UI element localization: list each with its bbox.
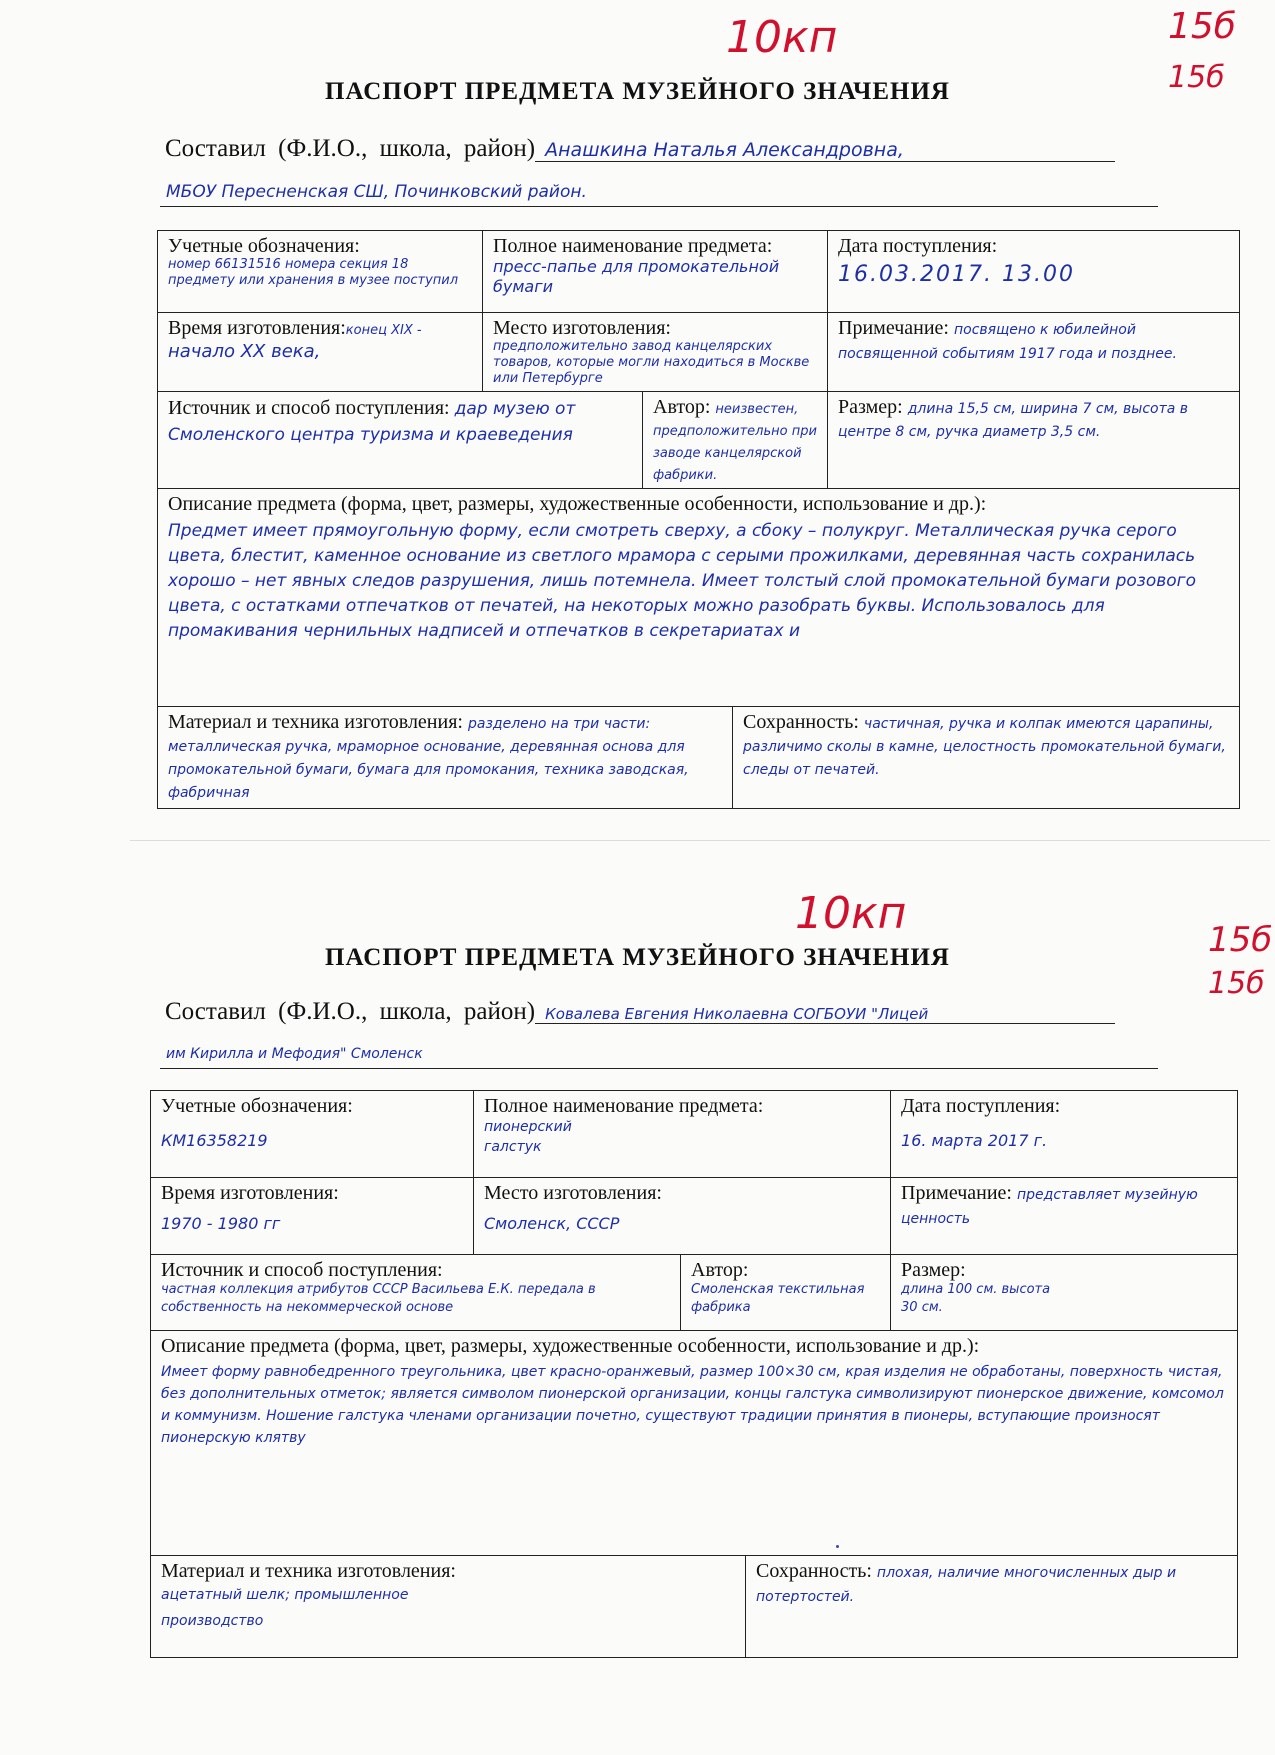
size-value: длина 100 см. высота 30 см. bbox=[901, 1282, 1051, 1315]
time-value-a: конец XIX - bbox=[345, 323, 422, 338]
source-cell bbox=[158, 392, 643, 489]
date-value: 16.03.2017. 13.00 bbox=[838, 262, 1075, 287]
note-label: Примечание: bbox=[901, 1182, 1012, 1204]
mark-top: 10кп bbox=[795, 888, 907, 939]
material-value: разделено на три части: металлическая ручка, мраморное основание, деревянная основа для промокательной бумаги, бумага для промокания, техника заводская, фабричная bbox=[168, 716, 689, 801]
item-name-label: Полное наименование предмета: bbox=[493, 235, 773, 257]
size-label: Размер: bbox=[901, 1259, 966, 1281]
preservation-value: частичная, ручка и колпак имеются царапины, различимо сколы в камне, целостность промокательной бумаги, следы от печатей. bbox=[743, 716, 1226, 778]
author-value: Смоленская текстильная фабрика bbox=[691, 1282, 865, 1315]
material-label: Материал и техника изготовления: bbox=[161, 1560, 456, 1582]
passport-table bbox=[150, 1090, 1238, 1658]
composer-value-line2: МБОУ Пересненская СШ, Починковский район. bbox=[160, 178, 1158, 207]
date-label: Дата поступления: bbox=[901, 1095, 1061, 1117]
item-name-value: пионерский галстук bbox=[484, 1119, 572, 1155]
preservation-label: Сохранность: bbox=[743, 711, 859, 733]
date-label: Дата поступления: bbox=[838, 235, 998, 257]
place-label: Место изготовления: bbox=[493, 317, 671, 339]
scan-artifact-top bbox=[130, 840, 1270, 841]
ink-dot bbox=[836, 1545, 839, 1548]
inventory-cell bbox=[158, 231, 483, 313]
size-cell bbox=[891, 1255, 1238, 1331]
composer-value-line1: Анашкина Наталья Александровна, bbox=[535, 139, 1115, 162]
composer-value-line2: им Кирилла и Мефодия" Смоленск bbox=[160, 1040, 1158, 1069]
composer-label: Составил (Ф.И.О., школа, район) bbox=[165, 998, 536, 1025]
time-value-b: начало XX века, bbox=[168, 341, 321, 362]
date-value: 16. марта 2017 г. bbox=[901, 1131, 1048, 1150]
mark-right-2: 15б bbox=[1208, 966, 1265, 1001]
place-value: предположительно завод канцелярских товаров, которые могли находиться в Москве или Петербурге bbox=[493, 339, 810, 386]
mark-top: 10кп bbox=[726, 12, 838, 63]
description-label: Описание предмета (форма, цвет, размеры, художественные особенности, использование и др.): bbox=[168, 493, 987, 515]
author-cell bbox=[681, 1255, 891, 1331]
preservation-cell bbox=[733, 707, 1240, 809]
material-value: ацетатный шелк; промышленное производство bbox=[161, 1587, 409, 1629]
size-cell bbox=[828, 392, 1240, 489]
inventory-label: Учетные обозначения: bbox=[161, 1095, 353, 1117]
preservation-cell bbox=[746, 1556, 1238, 1658]
description-cell bbox=[151, 1331, 1238, 1556]
author-cell bbox=[643, 392, 828, 489]
mark-right-1: 15б bbox=[1168, 6, 1237, 47]
time-value-a: 1970 - 1980 гг bbox=[161, 1214, 281, 1233]
passport-table bbox=[157, 230, 1240, 809]
note-cell bbox=[891, 1178, 1238, 1255]
author-label: Автор: bbox=[691, 1259, 749, 1281]
composer-value-line1: Ковалева Евгения Николаевна СОГБОУИ "Лицей bbox=[535, 1005, 1115, 1024]
description-cell bbox=[158, 489, 1240, 707]
note-label: Примечание: bbox=[838, 317, 949, 339]
source-cell bbox=[151, 1255, 681, 1331]
author-label: Автор: bbox=[653, 396, 711, 418]
page-title: ПАСПОРТ ПРЕДМЕТА МУЗЕЙНОГО ЗНАЧЕНИЯ bbox=[325, 944, 950, 971]
composer-row bbox=[165, 135, 1165, 163]
item-name-value: пресс-папье для промокательной бумаги bbox=[493, 257, 780, 296]
source-label: Источник и способ поступления: bbox=[161, 1259, 443, 1281]
size-label: Размер: bbox=[838, 396, 903, 418]
time-cell bbox=[158, 313, 483, 392]
date-cell bbox=[828, 231, 1240, 313]
note-value: представляет музейную ценность bbox=[901, 1187, 1198, 1227]
material-cell bbox=[151, 1556, 746, 1658]
description-value: Имеет форму равнобедренного треугольника, цвет красно-оранжевый, размер 100×30 см, края изделия не обработаны, поверхность чистая, без дополнительных отметок; является символом пионерской организации, концы галстука символизируют пионерское движение, комсомол и коммунизм. Ношение галстука членами организации почетно, существуют традиции принятия в пионеры, вступающие произносят пионерскую клятву bbox=[161, 1364, 1224, 1446]
time-label: Время изготовления: bbox=[168, 317, 346, 339]
inventory-cell bbox=[151, 1091, 474, 1178]
source-label: Источник и способ поступления: bbox=[168, 397, 450, 419]
inventory-value: КМ16358219 bbox=[161, 1131, 268, 1150]
place-cell bbox=[474, 1178, 891, 1255]
page-title: ПАСПОРТ ПРЕДМЕТА МУЗЕЙНОГО ЗНАЧЕНИЯ bbox=[325, 78, 950, 105]
item-name-cell bbox=[474, 1091, 891, 1178]
material-cell bbox=[158, 707, 733, 809]
description-label: Описание предмета (форма, цвет, размеры, художественные особенности, использование и др.): bbox=[161, 1335, 980, 1357]
size-value: длина 15,5 см, ширина 7 см, высота в центре 8 см, ручка диаметр 3,5 см. bbox=[838, 401, 1189, 440]
inventory-value: номер 66131516 номера секция 18 предмету или хранения в музее поступил bbox=[168, 257, 459, 288]
preservation-value: плохая, наличие многочисленных дыр и потертостей. bbox=[756, 1565, 1177, 1605]
place-value: Смоленск, СССР bbox=[484, 1214, 620, 1233]
place-label: Место изготовления: bbox=[484, 1182, 662, 1204]
place-cell bbox=[483, 313, 828, 392]
preservation-label: Сохранность: bbox=[756, 1560, 872, 1582]
time-label: Время изготовления: bbox=[161, 1182, 339, 1204]
composer-row bbox=[165, 998, 1165, 1026]
source-value: частная коллекция атрибутов СССР Васильева Е.К. передала в собственность на некоммерческой основе bbox=[161, 1282, 596, 1315]
material-label: Материал и техника изготовления: bbox=[168, 711, 463, 733]
inventory-label: Учетные обозначения: bbox=[168, 235, 360, 257]
date-cell bbox=[891, 1091, 1238, 1178]
composer-label: Составил (Ф.И.О., школа, район) bbox=[165, 135, 536, 162]
time-cell bbox=[151, 1178, 474, 1255]
item-name-cell bbox=[483, 231, 828, 313]
author-value: неизвестен, предположительно при заводе канцелярской фабрики. bbox=[653, 402, 817, 483]
mark-right-2: 15б bbox=[1168, 60, 1225, 95]
mark-right-1: 15б bbox=[1208, 920, 1273, 960]
item-name-label: Полное наименование предмета: bbox=[484, 1095, 764, 1117]
note-value: посвящено к юбилейной посвященной событиям 1917 года и позднее. bbox=[838, 322, 1177, 362]
description-value: Предмет имеет прямоугольную форму, если смотреть сверху, а сбоку – полукруг. Металлическая ручка серого цвета, блестит, каменное основание из светлого мрамора с серыми прожилками, деревянная часть сохранилась хорошо – нет явных следов разрушения, лишь потемнела. Имеет толстый слой промокательной бумаги розового цвета, с остатками отпечатков от печатей, на некоторых можно разобрать буквы. Использовалось для промакивания чернильных надписей и отпечатков в секретариатах и bbox=[168, 521, 1196, 641]
source-value: дар музею от Смоленского центра туризма и краеведения bbox=[168, 399, 576, 445]
note-cell bbox=[828, 313, 1240, 392]
